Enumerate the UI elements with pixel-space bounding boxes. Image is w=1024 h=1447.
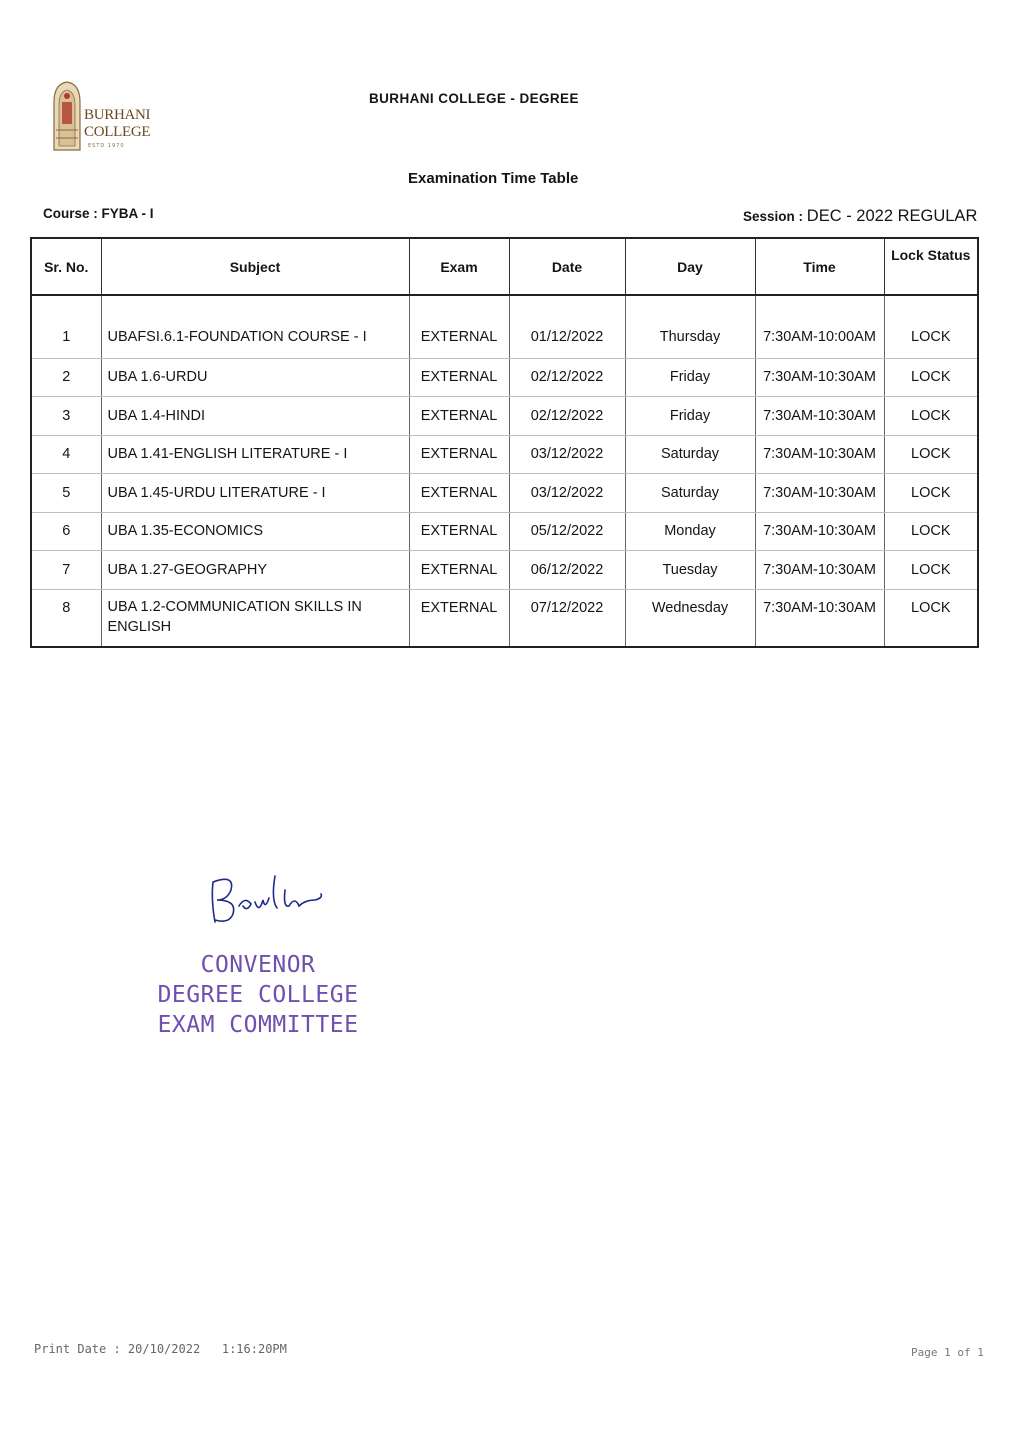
cell-day: Wednesday: [625, 589, 755, 646]
header-date: Date: [509, 239, 625, 295]
cell-exam: EXTERNAL: [409, 589, 509, 646]
header-exam: Exam: [409, 239, 509, 295]
cell-sr: 5: [32, 474, 101, 513]
cell-exam: EXTERNAL: [409, 435, 509, 474]
cell-subject: UBA 1.27-GEOGRAPHY: [101, 551, 409, 590]
stamp-line2: DEGREE COLLEGE: [157, 982, 359, 1008]
cell-date: 07/12/2022: [509, 589, 625, 646]
cell-exam: EXTERNAL: [409, 295, 509, 358]
cell-subject: UBA 1.41-ENGLISH LITERATURE - I: [101, 435, 409, 474]
cell-time: 7:30AM-10:30AM: [755, 397, 884, 436]
cell-day: Tuesday: [625, 551, 755, 590]
cell-exam: EXTERNAL: [409, 474, 509, 513]
table-row: [32, 435, 977, 474]
cell-time: 7:30AM-10:30AM: [755, 435, 884, 474]
cell-lock: LOCK: [884, 512, 977, 551]
cell-day: Saturday: [625, 474, 755, 513]
table-row: [32, 474, 977, 513]
cell-date: 03/12/2022: [509, 474, 625, 513]
cell-sr: 4: [32, 435, 101, 474]
signature-scribble-icon: [205, 870, 335, 930]
cell-sr: 3: [32, 397, 101, 436]
cell-exam: EXTERNAL: [409, 512, 509, 551]
cell-subject: UBA 1.35-ECONOMICS: [101, 512, 409, 551]
stamp-line1: CONVENOR: [200, 952, 316, 978]
header-lock-status: Lock Status: [884, 239, 977, 295]
cell-subject: UBA 1.6-URDU: [101, 358, 409, 397]
cell-lock: LOCK: [884, 435, 977, 474]
cell-time: 7:30AM-10:30AM: [755, 358, 884, 397]
cell-day: Friday: [625, 397, 755, 436]
document-title: Examination Time Table: [408, 170, 579, 187]
cell-sr: 8: [32, 589, 101, 646]
header-day: Day: [625, 239, 755, 295]
logo-wordmark: [84, 107, 150, 141]
table-row: [32, 551, 977, 590]
cell-subject: UBA 1.2-COMMUNICATION SKILLS IN ENGLISH: [101, 589, 409, 646]
cell-day: Saturday: [625, 435, 755, 474]
table-row: [32, 397, 977, 436]
timetable: [30, 237, 979, 648]
cell-day: Thursday: [625, 295, 755, 358]
cell-sr: 1: [32, 295, 101, 358]
table-header-row: [32, 239, 977, 295]
committee-stamp: [138, 950, 378, 1040]
session-value: DEC - 2022 REGULAR: [806, 207, 978, 225]
cell-date: 03/12/2022: [509, 435, 625, 474]
course-value: FYBA - I: [101, 206, 154, 221]
cell-date: 01/12/2022: [509, 295, 625, 358]
cell-lock: LOCK: [911, 599, 951, 616]
table-row: [32, 512, 977, 551]
cell-exam: EXTERNAL: [409, 551, 509, 590]
cell-exam: EXTERNAL: [409, 397, 509, 436]
header-sr-no: Sr. No.: [32, 239, 101, 295]
cell-subject: UBA 1.4-HINDI: [101, 397, 409, 436]
cell-day: Friday: [625, 358, 755, 397]
session-info: [743, 207, 977, 226]
cell-lock: LOCK: [884, 358, 977, 397]
cell-sr: 6: [32, 512, 101, 551]
cell-date: 06/12/2022: [509, 551, 625, 590]
header-time: Time: [755, 239, 884, 295]
cell-subject: UBA 1.45-URDU LITERATURE - I: [101, 474, 409, 513]
college-name: BURHANI COLLEGE - DEGREE: [369, 91, 579, 106]
cell-time: 7:30AM-10:30AM: [755, 589, 884, 646]
page-number: Page 1 of 1: [911, 1346, 984, 1359]
table-row: [32, 589, 977, 646]
course-info: [43, 206, 154, 221]
handwritten-signature: [205, 870, 335, 935]
table-row: [32, 295, 977, 358]
college-logo: [50, 80, 150, 154]
cell-exam: EXTERNAL: [409, 358, 509, 397]
table-row: [32, 358, 977, 397]
logo-line2: COLLEGE: [84, 124, 151, 140]
cell-date: 05/12/2022: [509, 512, 625, 551]
cell-lock: LOCK: [884, 295, 977, 358]
cell-lock: LOCK: [884, 551, 977, 590]
cell-time: 7:30AM-10:30AM: [755, 512, 884, 551]
cell-sr: 2: [32, 358, 101, 397]
cell-time: 7:30AM-10:00AM: [755, 295, 884, 358]
cell-lock: LOCK: [884, 474, 977, 513]
cell-subject: UBAFSI.6.1-FOUNDATION COURSE - I: [101, 295, 409, 358]
cell-sr: 7: [32, 551, 101, 590]
college-crest-icon: [50, 80, 84, 152]
cell-day: Monday: [625, 512, 755, 551]
stamp-line3: EXAM COMMITTEE: [157, 1012, 359, 1038]
header-subject: Subject: [101, 239, 409, 295]
cell-time: 7:30AM-10:30AM: [755, 551, 884, 590]
cell-time: 7:30AM-10:30AM: [755, 474, 884, 513]
cell-date: 02/12/2022: [509, 358, 625, 397]
session-label: Session :: [743, 209, 804, 224]
logo-line1: BURHANI: [84, 107, 151, 123]
print-date: Print Date : 20/10/2022 1:16:20PM: [34, 1342, 287, 1356]
course-label: Course :: [43, 206, 98, 221]
cell-date: 02/12/2022: [509, 397, 625, 436]
cell-lock: LOCK: [884, 397, 977, 436]
logo-estd: ESTD 1970: [88, 143, 125, 149]
